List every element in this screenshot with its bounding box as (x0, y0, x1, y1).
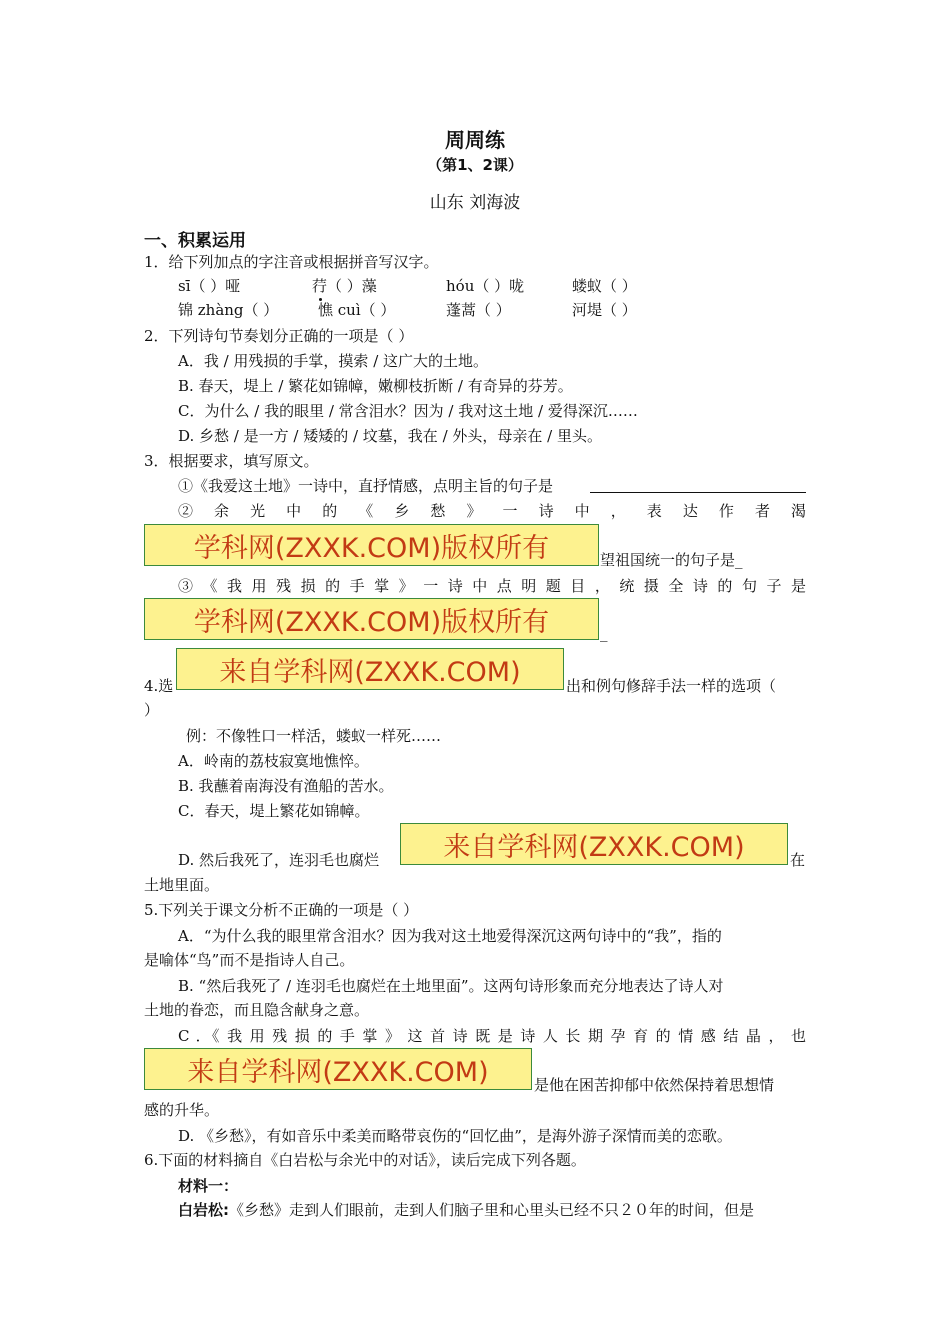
q1-item-louyi: 蝼蚁（ ） (572, 277, 637, 295)
q5-option-d: D. 《乡愁》，有如音乐中柔美而略带哀伤的“回忆曲”，是海外游子深情而美的恋歌。 (178, 1127, 732, 1145)
q1-stem: 1．给下列加点的字注音或根据拼音写汉字。 (144, 253, 439, 271)
q1-item-hou: hóu（ ）咙 (446, 277, 525, 295)
section-heading: 一、积累运用 (144, 231, 246, 251)
q3-item-2: ② 余 光 中 的 《 乡 愁 》 一 诗 中 ， 表 达 作 者 渴 (178, 502, 806, 520)
q2-option-a: A．我 / 用残损的手掌，摸索 / 这广大的土地。 (178, 352, 489, 370)
q5-option-c-end: 感的升华。 (144, 1101, 220, 1119)
q3-item-1: ①《我爱这土地》一诗中，直抒情感，点明主旨的句子是 (178, 477, 554, 495)
watermark-banner: 学科网(ZXXK.COM)版权所有 (144, 598, 599, 640)
q1-item-cui: 憔 cuì（ ） (318, 301, 396, 319)
page-subtitle: （第1、2课） (427, 156, 523, 174)
q4-stem-close: ） (144, 701, 160, 719)
q2-option-d: D. 乡愁 / 是一方 / 矮矮的 / 坟墓，我在 / 外头，母亲在 / 里头。 (178, 427, 602, 445)
q2-option-c: C．为什么 / 我的眼里 / 常含泪水？因为 / 我对这土地 / 爱得深沉…… (178, 402, 638, 420)
q6-material-text: 白岩松:《乡愁》走到人们眼前，走到人们脑子里和心里头已经不只２０年的时间，但是 (178, 1201, 755, 1219)
q1-dotted-char: 荇 (312, 277, 328, 295)
q4-option-d-end: 土地里面。 (144, 876, 220, 894)
q5-option-c-cont: 是他在困苦抑郁中依然保持着思想情 (534, 1076, 775, 1094)
q2-stem: 2．下列诗句节奏划分正确的一项是（ ） (144, 327, 414, 345)
q1-item-hedi: 河堤（ ） (572, 301, 637, 319)
q4-stem-start: 4.选 (144, 677, 174, 695)
q2-option-b: B. 春天，堤上 / 繁花如锦幛，嫩柳枝折断 / 有奇异的芬芳。 (178, 377, 573, 395)
watermark-banner: 来自学科网(ZXXK.COM) (176, 648, 564, 690)
q4-example: 例：不像牲口一样活，蝼蚁一样死…… (186, 727, 442, 745)
q1-item-xing: 荇（ ）藻 (312, 277, 377, 295)
q4-option-c: C．春天，堤上繁花如锦幛。 (178, 802, 370, 820)
page-title: 周周练 (445, 128, 505, 152)
q3-stem: 3．根据要求，填写原文。 (144, 452, 319, 470)
q5-option-a: A．“为什么我的眼里常含泪水？因为我对这土地爱得深沉这两句诗中的“我”，指的 (178, 927, 722, 945)
watermark-banner: 来自学科网(ZXXK.COM) (144, 1048, 532, 1090)
author-line: 山东 刘海波 (429, 193, 521, 213)
q5-option-b-cont: 土地的眷恋，而且隐含献身之意。 (144, 1001, 370, 1019)
q5-option-b: B. “然后我死了 / 连羽毛也腐烂在土地里面”。这两句诗形象而充分地表达了诗人对 (178, 977, 724, 995)
q4-option-d-cont: 在 (790, 851, 806, 869)
q4-stem-end: 出和例句修辞手法一样的选项（ (566, 677, 777, 695)
watermark-banner: 来自学科网(ZXXK.COM) (400, 823, 788, 865)
q6-material-label: 材料一： (178, 1177, 239, 1195)
q4-option-d: D. 然后我死了，连羽毛也腐烂 (178, 851, 380, 869)
q1-item-si: sī（ ）哑 (178, 277, 241, 295)
q3-item-2-cont: 望祖国统一的句子是_ (600, 551, 743, 569)
q5-option-a-cont: 是喻体“鸟”而不是指诗人自己。 (144, 951, 355, 969)
q3-item-3-cont: _ (600, 624, 608, 642)
q5-option-c: C ．《 我 用 残 损 的 手 掌 》 这 首 诗 既 是 诗 人 长 期 孕 育 的 情 感 结 晶 ， 也 (178, 1027, 806, 1045)
speaker-label: 白岩松: (178, 1201, 229, 1219)
watermark-banner: 学科网(ZXXK.COM)版权所有 (144, 524, 599, 566)
q3-item-3: ③ 《 我 用 残 损 的 手 掌 》 一 诗 中 点 明 题 目 ， 统 摄 全 诗 的 句 子 是 (178, 577, 806, 595)
q5-stem: 5.下列关于课文分析不正确的一项是（ ） (144, 901, 419, 919)
q3-answer-line-1[interactable] (590, 492, 806, 493)
q4-option-b: B. 我蘸着南海没有渔船的苦水。 (178, 777, 394, 795)
q6-stem: 6.下面的材料摘自《白岩松与余光中的对话》，读后完成下列各题。 (144, 1151, 586, 1169)
q4-option-a: A．岭南的荔枝寂寞地憔悴。 (178, 752, 369, 770)
q1-item-zhang: 锦 zhàng（ ） (178, 301, 279, 319)
q1-item-penghao: 蓬蒿（ ） (446, 301, 511, 319)
